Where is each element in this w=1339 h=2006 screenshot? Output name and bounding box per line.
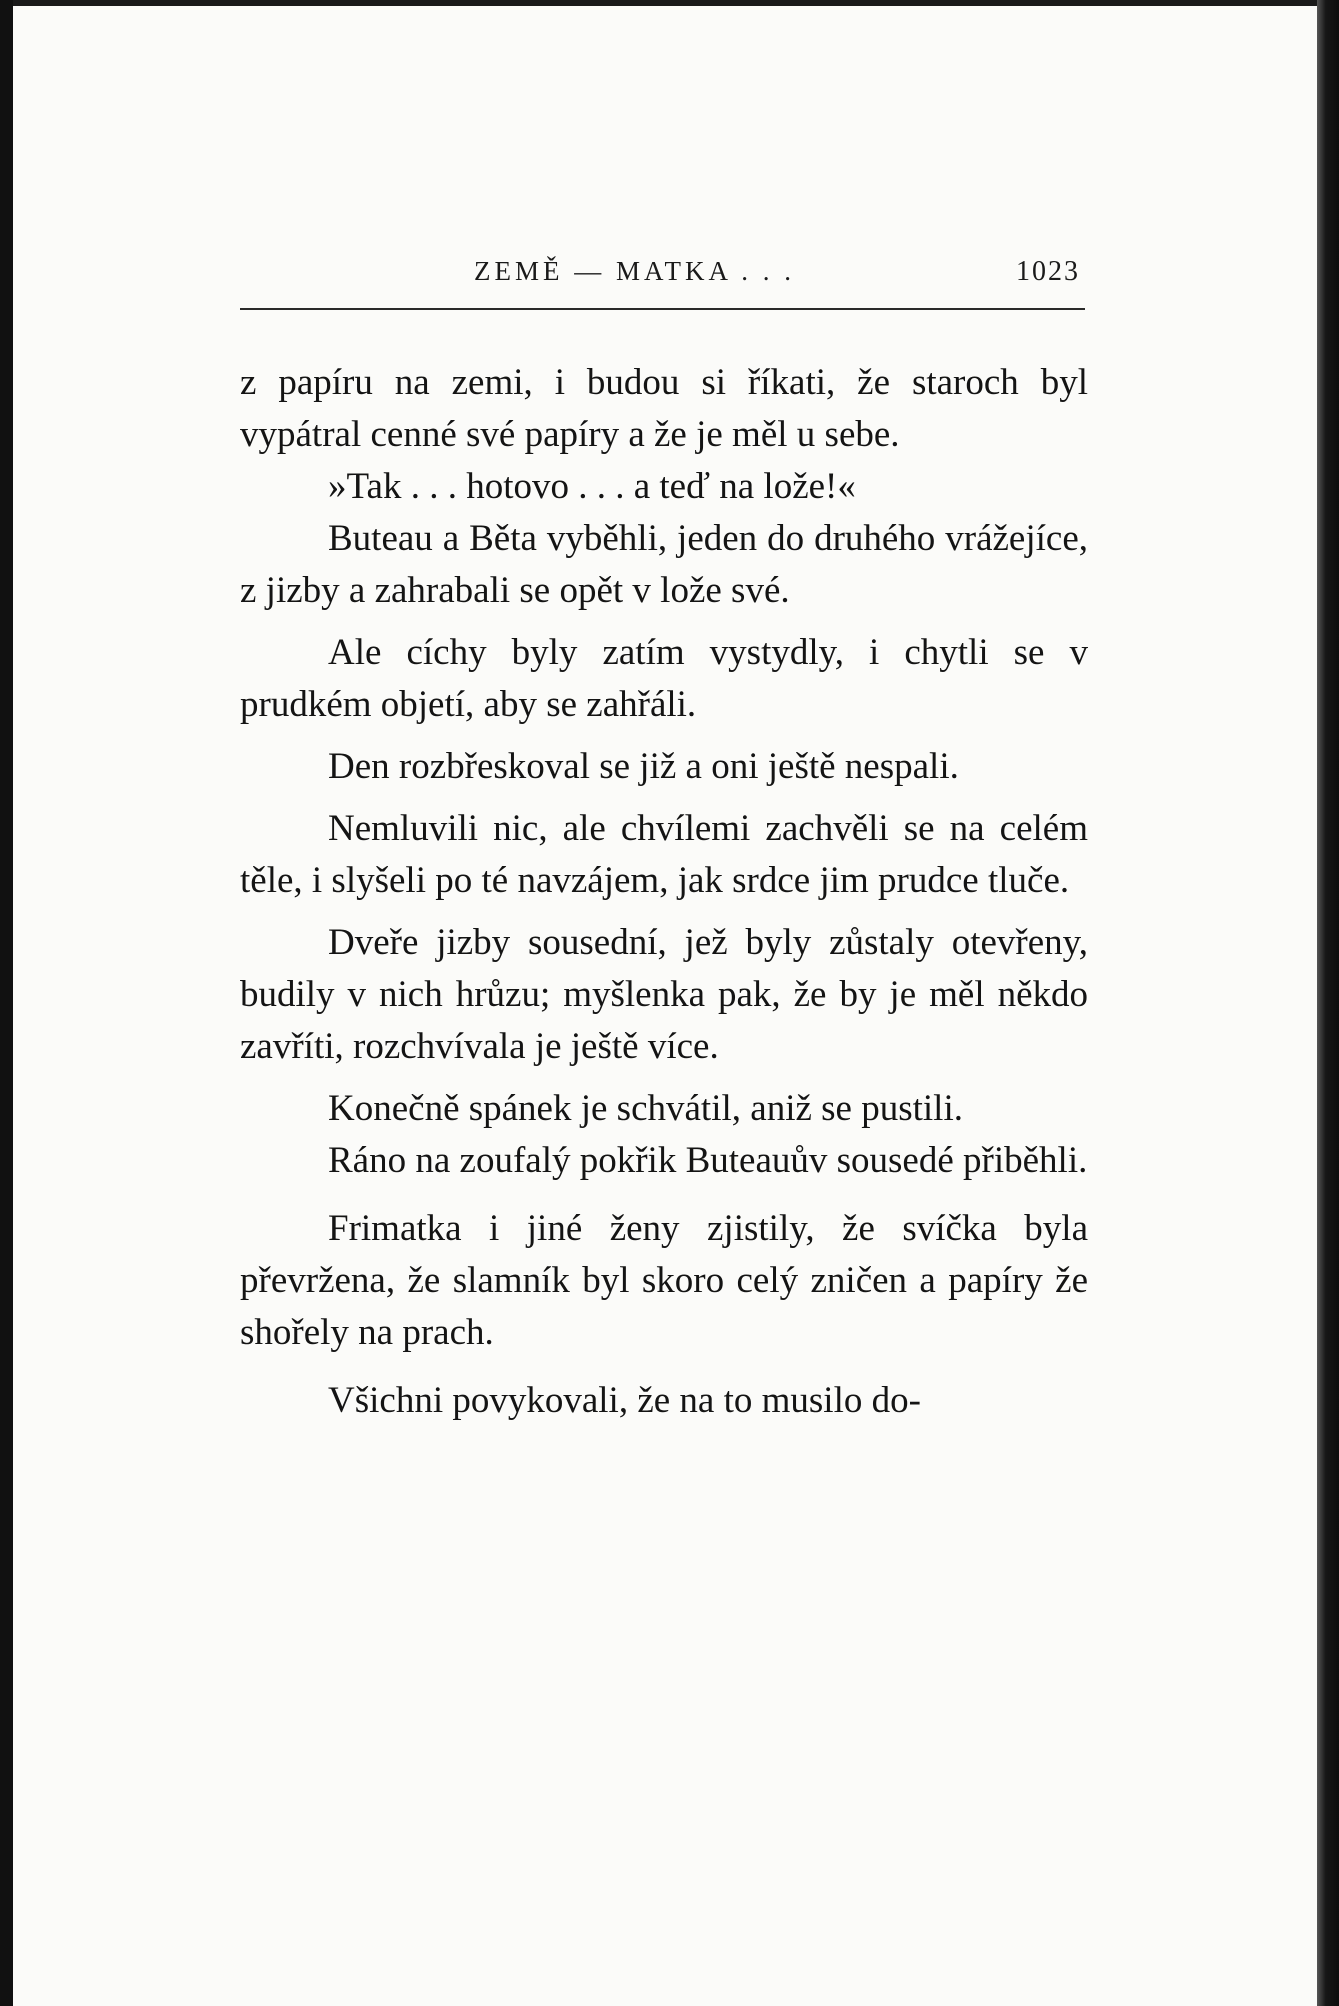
- page-number: 1023: [1016, 256, 1080, 287]
- paragraph: Konečně spánek je schvátil, aniž se pustili.: [328, 1088, 963, 1129]
- scan-edge-right: [1317, 0, 1339, 2006]
- paragraph: z papíru na zemi, i budou si říkati, že staroch byl vypátral cenné své papíry a že je měl u sebe.: [240, 362, 1088, 455]
- paragraph: Frimatka i jiné ženy zjistily, že svíčka byla převržena, že slamník byl skoro celý zničen a papíry že shořely na prach.: [240, 1208, 1088, 1353]
- scan-edge-left: [0, 0, 13, 2006]
- paragraph: Nemluvili nic, ale chvílemi zachvěli se na celém těle, i slyšeli po té navzájem, jak srdce jim prudce tluče.: [240, 808, 1088, 901]
- paragraph: Den rozbřeskoval se již a oni ještě nespali.: [328, 746, 959, 787]
- running-head: [240, 256, 1090, 296]
- paragraph: Buteau a Běta vyběhli, jeden do druhého vrážejíce, z jizby a zahrabali se opět v lože své.: [240, 518, 1088, 611]
- header-rule: [240, 308, 1085, 310]
- book-page: [240, 0, 1090, 2006]
- paragraph: »Tak . . . hotovo . . . a teď na lože!«: [328, 466, 856, 507]
- running-title: ZEMĚ — MATKA . . .: [474, 256, 795, 286]
- paragraph: Dveře jizby sousední, jež byly zůstaly otevřeny, budily v nich hrůzu; myšlenka pak, že by je měl někdo zavříti, rozchvívala je ještě více.: [240, 922, 1088, 1067]
- paragraph: Ale cíchy byly zatím vystydly, i chytli se v prudkém objetí, aby se zahřáli.: [240, 632, 1088, 725]
- body-text: [240, 357, 1088, 1427]
- paragraph: Všichni povykovali, že na to musilo do-: [328, 1380, 921, 1421]
- paragraph: Ráno na zoufalý pokřik Buteauův sousedé přiběhli.: [328, 1140, 1088, 1181]
